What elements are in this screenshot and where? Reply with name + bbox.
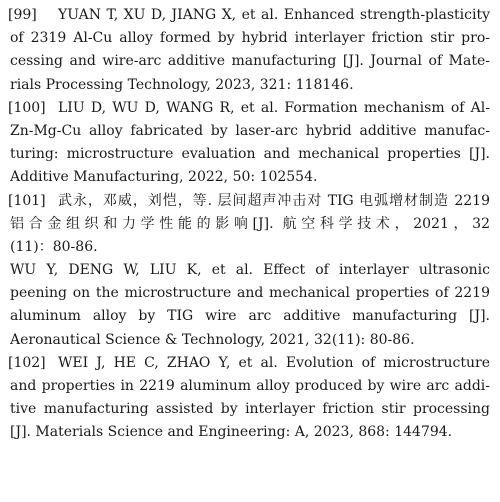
reference-line: 武永，邓威，刘恺，等. 层间超声冲击对 TIG 电弧增材制造 2219 (58, 192, 490, 209)
reference-line: 铝合金组织和力学性能的影响[J]. 航空科学技术，2021，32 (10, 215, 490, 232)
reference-line: YUAN T, XU D, JIANG X, et al. Enhanced strength-plasticity (58, 7, 490, 23)
reference-line: WU Y, DENG W, LIU K, et al. Effect of interlayer ultrasonic (10, 262, 490, 279)
reference-line: Additive Manufacturing, 2022, 50: 102554. (10, 169, 318, 186)
reference-line: tive manufacturing assisted by interlayer friction stir processing (10, 401, 490, 418)
reference-entry-99 (0, 4, 500, 97)
reference-line: peening on the microstructure and mechanical properties of 2219 (10, 285, 490, 302)
reference-line: (11)：80-86. (10, 238, 98, 255)
reference-entry-101 (0, 190, 500, 352)
reference-line: aluminum alloy by TIG wire arc additive manufacturing [J]. (10, 308, 490, 325)
reference-number: [99] (8, 7, 37, 23)
reference-line: Zn-Mg-Cu alloy fabricated by laser-arc hybrid additive manufac- (10, 122, 490, 139)
reference-line: WEI J, HE C, ZHAO Y, et al. Evolution of microstructure (58, 354, 490, 371)
reference-entry-100 (0, 97, 500, 190)
reference-line: cessing and wire-arc additive manufacturing [J]. Journal of Mate- (10, 53, 490, 70)
reference-line: Aeronautical Science & Technology, 2021, 32(11): 80-86. (10, 331, 415, 348)
reference-line: of 2319 Al-Cu alloy formed by hybrid interlayer friction stir pro- (10, 30, 490, 47)
reference-line: rials Processing Technology, 2023, 321: 118146. (10, 76, 354, 93)
reference-entry-102 (0, 352, 500, 445)
reference-number: [100] (8, 99, 46, 116)
reference-number: [101] (8, 192, 46, 209)
reference-line: LIU D, WU D, WANG R, et al. Formation mechanism of Al- (58, 99, 490, 116)
reference-line: and properties in 2219 aluminum alloy produced by wire arc addi- (10, 378, 490, 394)
reference-line: [J]. Materials Science and Engineering: A, 2023, 868: 144794. (10, 424, 453, 441)
reference-line: turing: microstructure evaluation and mechanical properties [J]. (10, 146, 490, 163)
reference-list (0, 4, 500, 445)
reference-number: [102] (8, 354, 46, 371)
